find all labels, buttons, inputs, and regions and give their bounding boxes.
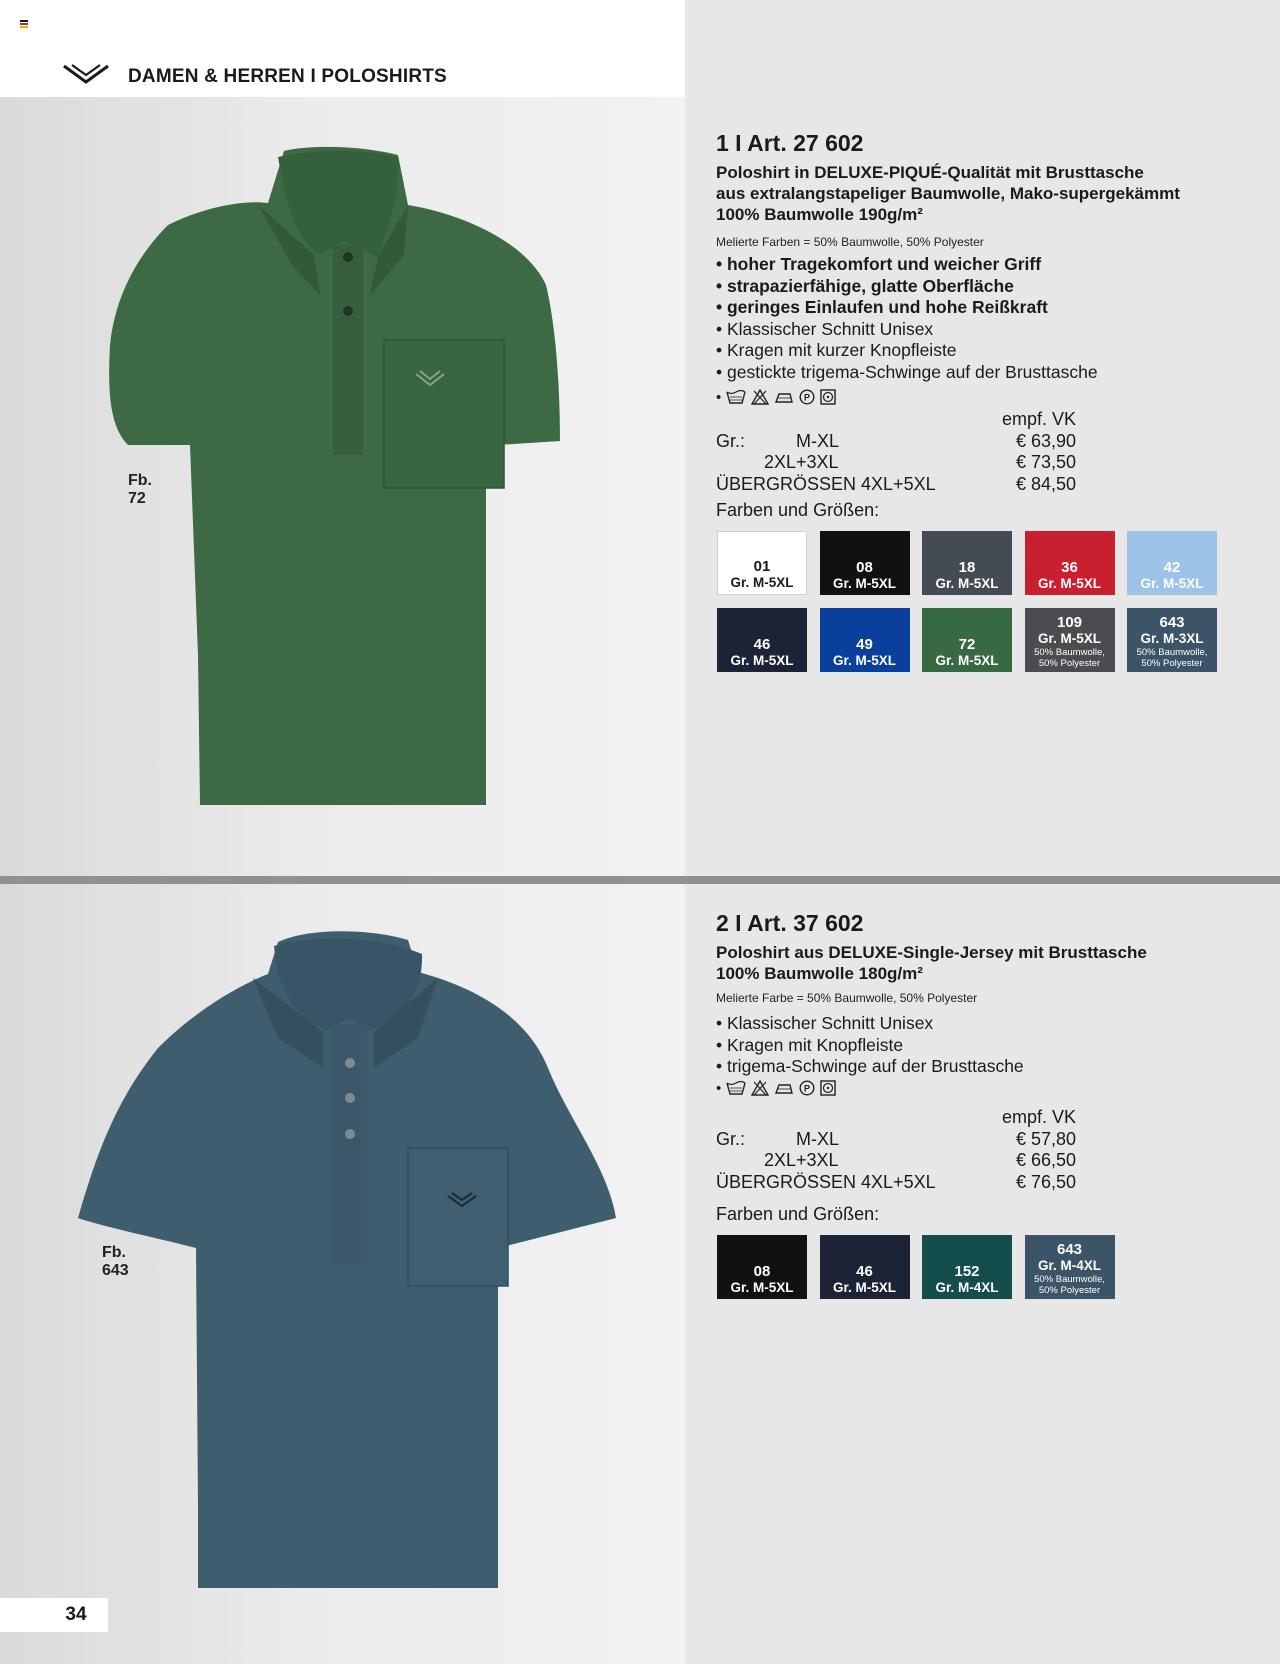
- size-range: Gr. M-5XL: [1037, 631, 1101, 646]
- price-row: 2XL+3XL € 73,50: [764, 452, 1076, 472]
- product-1-feature-list: [716, 254, 1098, 383]
- no-bleach-icon: [751, 1080, 769, 1096]
- feature: • Klassischer Schnitt Unisex: [716, 1013, 934, 1033]
- iron-icon: [774, 390, 794, 404]
- no-bleach-icon: [751, 389, 769, 405]
- size-range: Gr. M-5XL: [832, 1280, 896, 1295]
- material-mix: 50% Polyester: [1141, 658, 1203, 669]
- feature-bold: • hoher Tragekomfort und weicher Griff: [716, 254, 1042, 274]
- product-2-material-note: Melierte Farbe = 50% Baumwolle, 50% Polyester: [716, 991, 978, 1005]
- color-swatch: [1025, 608, 1115, 672]
- color-number-label-1: Fb. 72: [128, 472, 152, 507]
- color-code: 643: [1159, 614, 1185, 631]
- color-code: 152: [954, 1263, 980, 1280]
- color-code: 01: [753, 558, 771, 575]
- color-swatch: [820, 531, 910, 595]
- color-swatch: [717, 531, 807, 595]
- product-1-price-table: [716, 409, 1076, 495]
- product-2-price-table: [716, 1107, 1076, 1193]
- size-range: Gr. M-4XL: [1037, 1258, 1101, 1273]
- color-code: 72: [958, 636, 976, 653]
- feature: • Kragen mit Knopfleiste: [716, 1034, 904, 1055]
- color-swatch: [922, 1235, 1012, 1299]
- dry-clean-p-icon: [799, 389, 815, 405]
- color-swatch: [717, 608, 807, 672]
- product-1-article-title: 1 I Art. 27 602: [716, 130, 864, 156]
- product-2-feature-list: [716, 1013, 1024, 1078]
- price-row: ÜBERGRÖSSEN 4XL+5XL € 76,50: [716, 1171, 1076, 1192]
- feature: • Klassischer Schnitt Unisex: [716, 318, 934, 339]
- product-1-description: Poloshirt in DELUXE-PIQUÉ-Qualität mit Brusttasche aus extralangstapeliger Baumwolle, Mako-supergekämmt 100% Baumwolle 190g/m²: [716, 163, 1180, 224]
- material-mix: 50% Polyester: [1038, 658, 1101, 669]
- color-code: 18: [958, 559, 976, 576]
- section-divider: [0, 876, 1280, 884]
- product-2-care-symbols: • P: [716, 1078, 836, 1098]
- product-1-colors-label: Farben und Größen:: [716, 500, 880, 520]
- wash-40-icon: [726, 1080, 746, 1096]
- size-range: Gr. M-5XL: [730, 653, 794, 668]
- color-code: 08: [856, 559, 873, 576]
- product-2-description: Poloshirt aus DELUXE-Single-Jersey mit Brusttasche 100% Baumwolle 180g/m²: [716, 943, 1147, 983]
- color-code: 643: [1056, 1241, 1083, 1258]
- color-swatch: [1025, 531, 1115, 595]
- size-range: Gr. M-5XL: [935, 653, 999, 668]
- size-range: Gr. M-5XL: [730, 575, 794, 590]
- price-column-header: empf. VK: [1001, 409, 1076, 429]
- iron-icon: [774, 1081, 794, 1095]
- trigema-logo-icon: [62, 62, 110, 86]
- tumble-dry-icon: [820, 389, 836, 405]
- size-range: Gr. M-5XL: [730, 1280, 794, 1295]
- color-code: 46: [856, 1263, 873, 1280]
- price-row: Gr.: M-XL € 57,80: [716, 1128, 1076, 1149]
- material-mix: 50% Baumwolle,: [1034, 647, 1105, 658]
- size-range: Gr. M-5XL: [1037, 576, 1101, 591]
- color-code: 36: [1061, 559, 1078, 576]
- size-range: Gr. M-5XL: [935, 576, 999, 591]
- color-code: 08: [753, 1263, 771, 1280]
- material-mix: 50% Baumwolle,: [1034, 1274, 1105, 1285]
- feature-bold: • strapazierfähige, glatte Oberfläche: [716, 275, 1014, 296]
- product-1-care-symbols: • P: [716, 387, 836, 407]
- color-code: 49: [856, 636, 873, 653]
- green-poloshirt-image: [108, 145, 588, 810]
- page-number: 34: [0, 1598, 108, 1632]
- petrol-poloshirt-image: [78, 928, 618, 1593]
- color-swatch: [922, 531, 1012, 595]
- color-number-label-2: Fb. 643: [102, 1244, 129, 1279]
- color-swatch: [922, 608, 1012, 672]
- color-swatch: [820, 1235, 910, 1299]
- feature: • gestickte trigema-Schwinge auf der Brusttasche: [716, 361, 1098, 382]
- product-2-colors-label: Farben und Größen:: [716, 1204, 880, 1224]
- color-code: 42: [1163, 559, 1181, 576]
- svg-text:P: P: [804, 1083, 811, 1094]
- language-flag-icon[interactable]: [20, 20, 28, 27]
- feature: • Kragen mit kurzer Knopfleiste: [716, 340, 957, 360]
- color-code: 46: [753, 636, 771, 653]
- product-2-article-title: 2 I Art. 37 602: [716, 910, 864, 936]
- size-range: Gr. M-4XL: [935, 1280, 999, 1295]
- svg-text:P: P: [804, 392, 811, 403]
- size-range: Gr. M-5XL: [832, 576, 896, 591]
- price-row: Gr.: M-XL € 63,90: [716, 430, 1076, 451]
- color-swatch: [1025, 1235, 1115, 1299]
- color-swatch: [717, 1235, 807, 1299]
- wash-40-icon: [726, 389, 746, 405]
- material-mix: 50% Baumwolle,: [1136, 647, 1208, 658]
- product-1-material-note: Melierte Farben = 50% Baumwolle, 50% Polyester: [716, 235, 984, 249]
- color-code: 109: [1056, 614, 1083, 631]
- price-column-header: empf. VK: [1001, 1107, 1076, 1127]
- page-title: DAMEN & HERREN I POLOSHIRTS: [128, 66, 447, 87]
- tumble-dry-icon: [820, 1080, 836, 1096]
- color-swatch: [1127, 608, 1217, 672]
- size-range: Gr. M-5XL: [832, 653, 896, 668]
- price-row: ÜBERGRÖSSEN 4XL+5XL € 84,50: [716, 473, 1076, 494]
- price-row: 2XL+3XL € 66,50: [764, 1150, 1076, 1170]
- size-range: Gr. M-5XL: [1140, 576, 1204, 591]
- dry-clean-p-icon: [799, 1080, 815, 1096]
- feature-bold: • geringes Einlaufen und hohe Reißkraft: [716, 297, 1048, 317]
- material-mix: 50% Polyester: [1038, 1285, 1101, 1296]
- color-swatch: [1127, 531, 1217, 595]
- color-swatch: [820, 608, 910, 672]
- size-range: Gr. M-3XL: [1140, 631, 1204, 646]
- feature: • trigema-Schwinge auf der Brusttasche: [716, 1056, 1024, 1076]
